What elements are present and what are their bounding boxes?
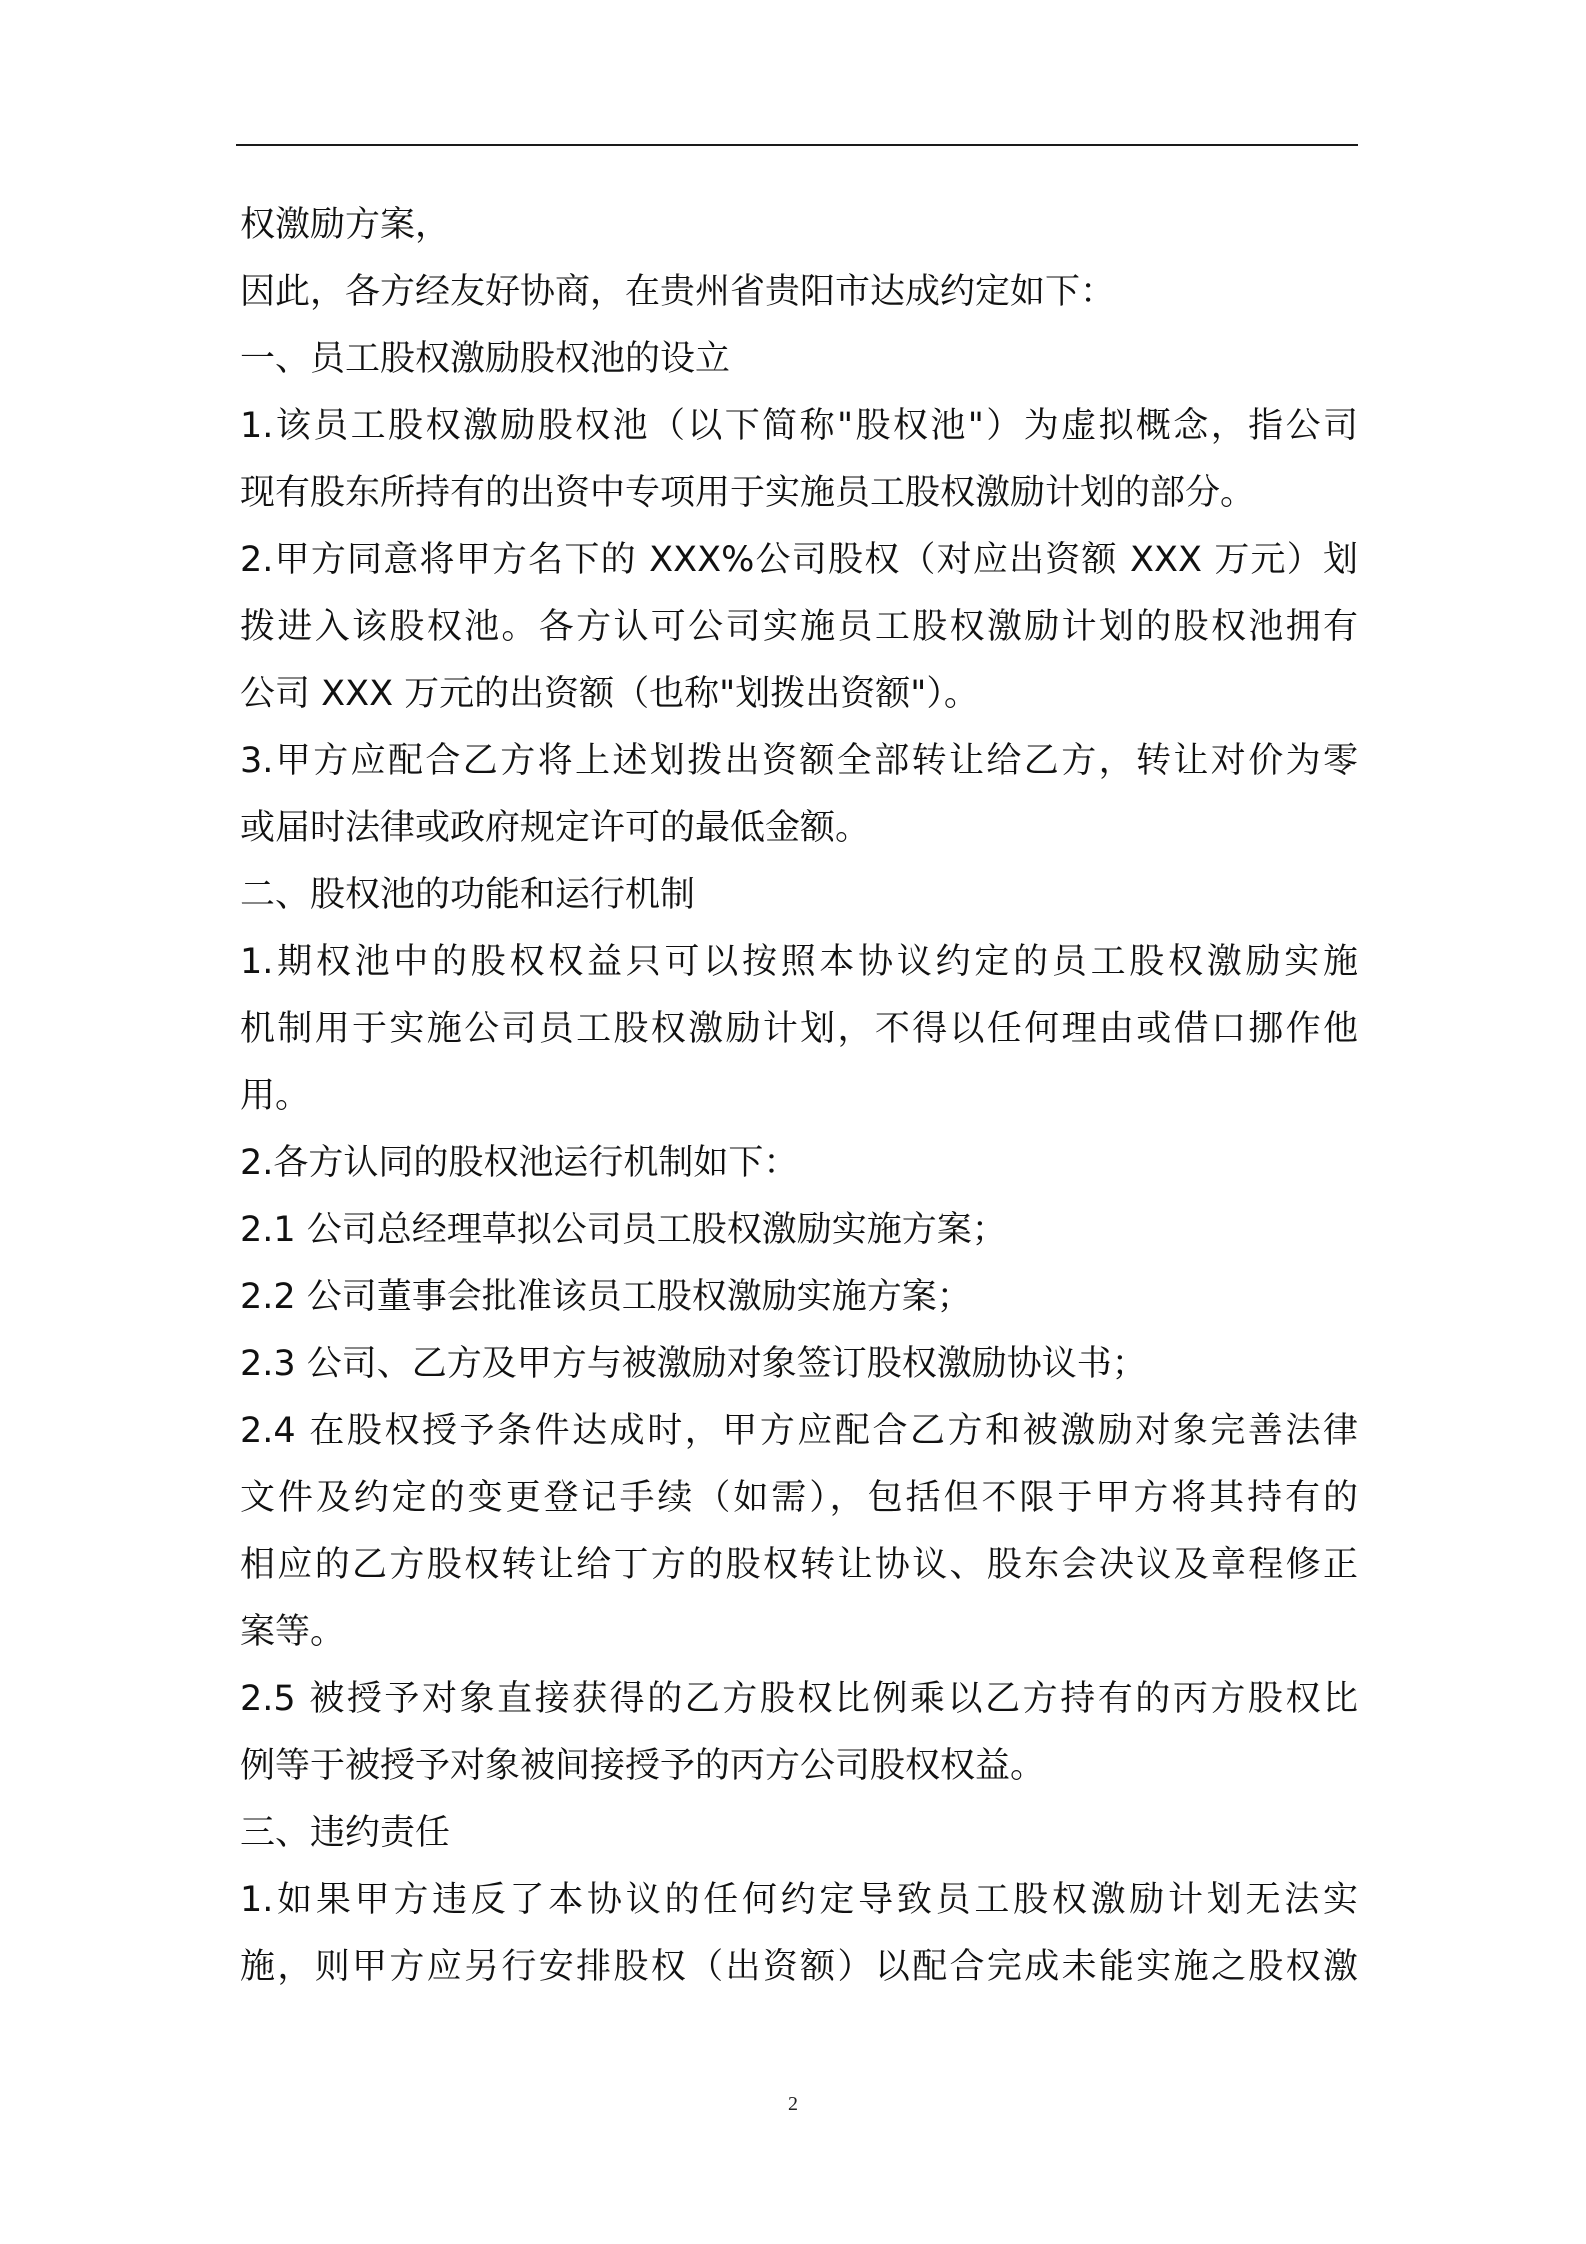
text-line: 1.如果甲方违反了本协议的任何约定导致员工股权激励计划无法实 xyxy=(240,1880,1358,1920)
text-line: 权激励方案， xyxy=(240,205,451,245)
text-line: 2.3 公司、乙方及甲方与被激励对象签订股权激励协议书； xyxy=(240,1344,1147,1384)
text-line: 2.甲方同意将甲方名下的 XXX%公司股权（对应出资额 XXX 万元）划 xyxy=(240,540,1358,580)
text-line: 2.2 公司董事会批准该员工股权激励实施方案； xyxy=(240,1277,972,1317)
text-line: 拨进入该股权池。各方认可公司实施员工股权激励计划的股权池拥有 xyxy=(240,607,1358,647)
text-line: 例等于被授予对象被间接授予的丙方公司股权权益。 xyxy=(240,1746,1046,1786)
text-line: 2.5 被授予对象直接获得的乙方股权比例乘以乙方持有的丙方股权比 xyxy=(240,1679,1358,1719)
text-line: 公司 XXX 万元的出资额（也称"划拨出资额"）。 xyxy=(240,674,979,714)
text-line: 1.期权池中的股权权益只可以按照本协议约定的员工股权激励实施 xyxy=(240,942,1358,982)
text-line: 2.4 在股权授予条件达成时，甲方应配合乙方和被激励对象完善法律 xyxy=(240,1411,1358,1451)
text-line: 三、违约责任 xyxy=(240,1813,451,1853)
text-line: 2.各方认同的股权池运行机制如下： xyxy=(240,1143,799,1183)
text-line: 3.甲方应配合乙方将上述划拨出资额全部转让给乙方，转让对价为零 xyxy=(240,741,1358,781)
text-line: 现有股东所持有的出资中专项用于实施员工股权激励计划的部分。 xyxy=(240,473,1256,513)
text-line: 机制用于实施公司员工股权激励计划，不得以任何理由或借口挪作他 xyxy=(240,1009,1358,1049)
page-number: 2 xyxy=(788,2093,798,2115)
text-line: 2.1 公司总经理草拟公司员工股权激励实施方案； xyxy=(240,1210,1007,1250)
text-line: 案等。 xyxy=(240,1612,346,1652)
text-line: 文件及约定的变更登记手续（如需），包括但不限于甲方将其持有的 xyxy=(240,1478,1358,1518)
text-line: 二、股权池的功能和运行机制 xyxy=(240,875,696,915)
text-line: 1.该员工股权激励股权池（以下简称"股权池"）为虚拟概念，指公司 xyxy=(240,406,1358,446)
text-line: 或届时法律或政府规定许可的最低金额。 xyxy=(240,808,871,848)
text-line: 用。 xyxy=(240,1076,311,1116)
text-line: 施，则甲方应另行安排股权（出资额）以配合完成未能实施之股权激 xyxy=(240,1947,1358,1987)
text-line: 一、员工股权激励股权池的设立 xyxy=(240,339,731,379)
header-rule xyxy=(236,144,1358,146)
text-line: 相应的乙方股权转让给丁方的股权转让协议、股东会决议及章程修正 xyxy=(240,1545,1358,1585)
text-line: 因此，各方经友好协商，在贵州省贵阳市达成约定如下： xyxy=(240,272,1116,312)
document-body xyxy=(240,192,1358,2001)
